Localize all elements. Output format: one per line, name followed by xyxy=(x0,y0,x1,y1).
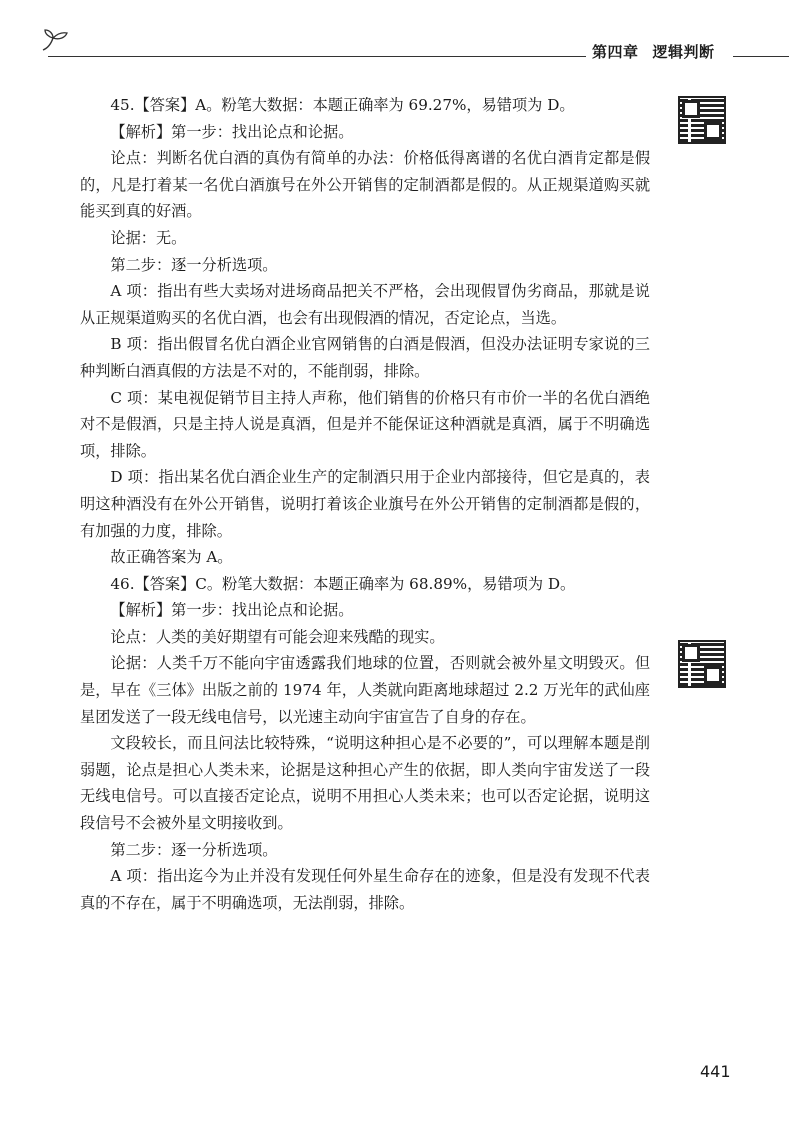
argument-45: 论点：判断名优白酒的真伪有简单的办法：价格低得离谱的名优白酒肯定都是假的，凡是打着某一名优白酒旗号在外公开销售的定制酒都是假的。从正规渠道购买就能买到真的好酒。 xyxy=(80,149,650,221)
page-header xyxy=(0,0,800,70)
evidence-45: 论据：无。 xyxy=(110,228,187,247)
option-45-b: B 项：指出假冒名优白酒企业官网销售的白酒是假酒，但没办法证明专家说的三种判断白酒真假的方法是不对的，不能削弱，排除。 xyxy=(80,335,650,380)
discussion-46: 文段较长，而且问法比较特殊，“说明这种担心是不必要的”，可以理解本题是削弱题，论点是担心人类未来，论据是这种担心产生的依据，即人类向宇宙发送了一段无线电信号。可以直接否定论点，说明不用担心人类未来；也可以否定论据，说明这段信号不会被外星文明接收到。 xyxy=(80,734,650,833)
answer-46: 46.【答案】C。粉笔大数据：本题正确率为 68.89%，易错项为 D。 xyxy=(110,574,576,593)
option-45-d: D 项：指出某名优白酒企业生产的定制酒只用于企业内部接待，但它是真的，表明这种酒没有在外公开销售，说明打着该企业旗号在外公开销售的定制酒都是假的，有加强的力度，排除。 xyxy=(80,468,650,540)
analysis-46-step1: 【解析】第一步：找出论点和论据。 xyxy=(110,601,354,620)
analysis-46-step2: 第二步：逐一分析选项。 xyxy=(110,840,278,859)
section-title: 逻辑判断 xyxy=(652,43,715,61)
qr-code-icon xyxy=(678,96,726,144)
header-rule xyxy=(48,56,586,57)
header-rule-tail xyxy=(733,56,789,57)
answer-45: 45.【答案】A。粉笔大数据：本题正确率为 69.27%，易错项为 D。 xyxy=(110,96,575,114)
analysis-45-step1: 【解析】第一步：找出论点和论据。 xyxy=(110,122,354,141)
analysis-45-step2: 第二步：逐一分析选项。 xyxy=(110,255,278,274)
conclusion-45: 故正确答案为 A。 xyxy=(110,548,233,567)
page-number: 441 xyxy=(700,1062,731,1081)
leaf-icon xyxy=(40,28,70,54)
option-46-a: A 项：指出迄今为止并没有发现任何外星生命存在的迹象，但是没有发现不代表真的不存在，属于不明确选项，无法削弱，排除。 xyxy=(80,867,650,912)
qr-code-icon xyxy=(678,640,726,688)
chapter-title xyxy=(592,41,715,62)
chapter-number: 第四章 xyxy=(592,43,639,61)
option-45-c: C 项：某电视促销节目主持人声称，他们销售的价格只有市价一半的名优白酒绝对不是假酒，只是主持人说是真酒，但是并不能保证这种酒就是真酒，属于不明确选项，排除。 xyxy=(80,388,650,460)
page-body xyxy=(80,92,650,916)
argument-46: 论点：人类的美好期望有可能会迎来残酷的现实。 xyxy=(110,627,445,646)
evidence-46: 论据：人类千万不能向宇宙透露我们地球的位置，否则就会被外星文明毁灭。但是，早在《三体》出版之前的 1974 年，人类就向距离地球超过 2.2 万光年的武仙座星团发送了一段无线电信号，以光速主动向宇宙宣告了自身的存在。 xyxy=(80,654,650,726)
option-45-a: A 项：指出有些大卖场对进场商品把关不严格，会出现假冒伪劣商品，那就是说从正规渠道购买的名优白酒，也会有出现假酒的情况，否定论点，当选。 xyxy=(80,282,650,327)
